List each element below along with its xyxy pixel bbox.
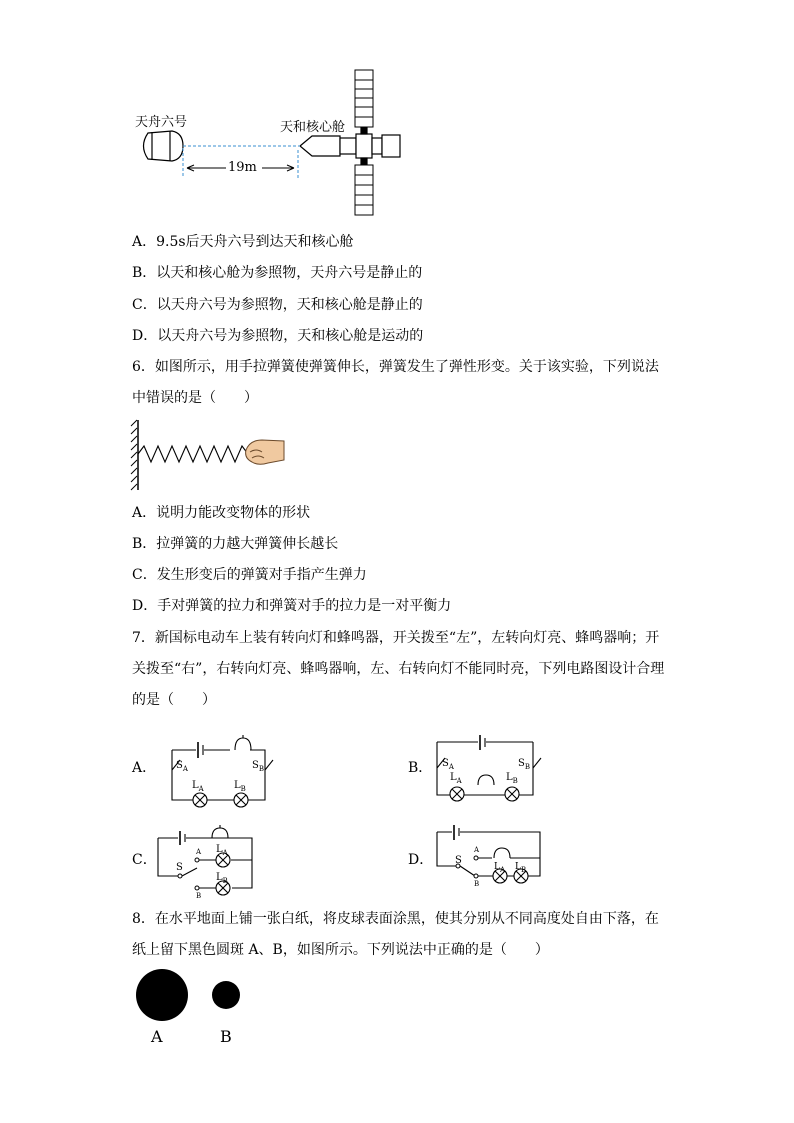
q5-option-a: A．9.5s后天舟六号到达天和核心舱 [132, 234, 354, 250]
q6-stem-line1: 6．如图所示，用手拉弹簧使弹簧伸长，弹簧发生了弹性形变。关于该实验，下列说法 [132, 359, 659, 375]
circuit-b-sa-label: $S_A$ [442, 758, 454, 771]
q7-stem-line3: 的是（ ） [132, 692, 216, 708]
q6-option-d: D．手对弹簧的拉力和弹簧对手的拉力是一对平衡力 [132, 598, 452, 614]
q5-option-d: D．以天舟六号为参照物，天和核心舱是运动的 [132, 328, 424, 344]
circuit-b-lb-label: $L_B$ [506, 772, 518, 785]
circuit-d-s-label: S [455, 855, 462, 866]
circuit-a-la-label: $L_A$ [192, 780, 204, 793]
distance-label: 19m [228, 160, 257, 175]
circuit-c-a-label: A [196, 848, 202, 856]
q8-stem-line2: 纸上留下黑色圆斑 A、B，如图所示。下列说法中正确的是（ ） [132, 942, 549, 958]
shenzhou-label: 天舟六号 [135, 115, 188, 130]
q6-option-b: B．拉弹簧的力越大弹簧伸长越长 [132, 536, 339, 552]
q8-stem-line1: 8．在水平地面上铺一张白纸，将皮球表面涂黑，使其分别从不同高度处自由下落，在 [132, 911, 659, 927]
q7-option-a-letter: A． [132, 760, 157, 776]
circuit-c-lb-label: $L_B$ [216, 872, 228, 885]
circuit-d-a-label: A [474, 846, 480, 854]
q6-stem-line2: 中错误的是（ ） [132, 390, 258, 406]
circuit-b-la-label: $L_A$ [450, 772, 462, 785]
circuit-c-la-label: $L_A$ [216, 844, 228, 857]
tianhe-label: 天和核心舱 [280, 120, 346, 135]
circuit-d-la-label: $L_A$ [494, 862, 506, 874]
circuit-a-lb-label: $L_B$ [234, 780, 246, 793]
circuit-b-sb-label: $S_B$ [518, 758, 531, 771]
circuit-d-b-label: B [474, 880, 480, 888]
spot-a [136, 969, 188, 1021]
circuit-d-lb-label: $L_B$ [515, 862, 527, 874]
q7-stem-line1: 7．新国标电动车上装有转向灯和蜂鸣器，开关拨至“左”，左转向灯亮、蜂鸣器响；开 [132, 630, 660, 646]
spot-b-label: B [220, 1027, 232, 1046]
q7-option-c-letter: C． [132, 852, 157, 868]
q6-option-c: C．发生形变后的弹簧对手指产生弹力 [132, 567, 367, 583]
circuit-c-b-label: B [196, 892, 202, 900]
q5-option-b: B．以天和核心舱为参照物，天舟六号是静止的 [132, 265, 423, 281]
q7-stem-line2: 关拨至“右”，右转向灯亮、蜂鸣器响，左、右转向灯不能同时亮，下列电路图设计合理 [132, 661, 665, 677]
spot-b [212, 981, 240, 1009]
q7-option-d-letter: D． [408, 852, 434, 868]
q5-option-c: C．以天舟六号为参照物，天和核心舱是静止的 [132, 297, 423, 313]
circuit-a-sa-label: $S_A$ [176, 760, 188, 773]
q6-option-a: A．说明力能改变物体的形状 [132, 505, 311, 521]
spot-a-label: A [151, 1027, 163, 1046]
circuit-a-sb-label: $S_B$ [252, 760, 265, 773]
q7-option-b-letter: B． [408, 760, 433, 776]
circuit-c-s-label: S [176, 862, 183, 873]
